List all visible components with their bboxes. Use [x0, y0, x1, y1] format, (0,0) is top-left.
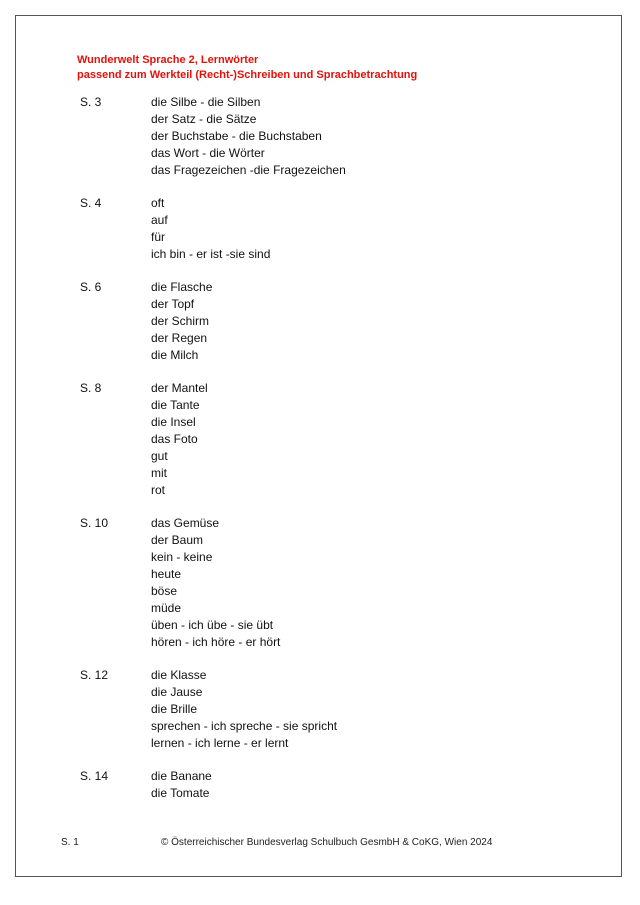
- word-entry: die Insel: [151, 415, 196, 429]
- word-entry: der Mantel: [151, 381, 208, 395]
- word-entry: der Satz - die Sätze: [151, 112, 257, 126]
- word-entry: lernen - ich lerne - er lernt: [151, 736, 289, 750]
- word-entry: die Klasse: [151, 668, 207, 682]
- word-entry: rot: [151, 483, 166, 497]
- word-entry: der Regen: [151, 331, 208, 345]
- word-entry: der Buchstabe - die Buchstaben: [151, 129, 322, 143]
- section-words: [151, 94, 600, 179]
- document-page: [15, 15, 622, 877]
- word-entry: der Schirm: [151, 314, 210, 328]
- word-entry: die Flasche: [151, 280, 213, 294]
- footer-copyright: © Österreichischer Bundesverlag Schulbuch GesmbH & CoKG, Wien 2024: [161, 837, 493, 848]
- word-entry: kein - keine: [151, 550, 213, 564]
- section-page-ref: S. 4: [80, 196, 102, 210]
- footer-page-number: S. 1: [61, 837, 79, 848]
- word-section: [80, 515, 600, 651]
- word-entry: hören - ich höre - er hört: [151, 635, 281, 649]
- word-entry: die Jause: [151, 685, 203, 699]
- word-section: [80, 380, 600, 499]
- word-entry: böse: [151, 584, 178, 598]
- word-entry: die Brille: [151, 702, 198, 716]
- word-entry: mit: [151, 466, 167, 480]
- section-page-ref: S. 14: [80, 769, 109, 783]
- word-entry: die Milch: [151, 348, 199, 362]
- word-entry: üben - ich übe - sie übt: [151, 618, 274, 632]
- word-section: [80, 279, 600, 364]
- word-section: [80, 94, 600, 179]
- word-entry: der Topf: [151, 297, 195, 311]
- document-header: [77, 53, 417, 83]
- word-entry: die Tomate: [151, 786, 210, 800]
- word-entry: gut: [151, 449, 168, 463]
- word-section: [80, 195, 600, 263]
- word-list: [80, 94, 600, 818]
- section-words: [151, 667, 600, 752]
- word-section: [80, 667, 600, 752]
- section-words: [151, 380, 600, 499]
- word-entry: das Gemüse: [151, 516, 220, 530]
- section-page-ref: S. 12: [80, 668, 109, 682]
- section-words: [151, 768, 600, 802]
- word-entry: auf: [151, 213, 168, 227]
- word-entry: der Baum: [151, 533, 204, 547]
- word-entry: für: [151, 230, 166, 244]
- word-entry: das Fragezeichen -die Fragezeichen: [151, 163, 346, 177]
- word-entry: das Wort - die Wörter: [151, 146, 265, 160]
- word-entry: die Silbe - die Silben: [151, 95, 261, 109]
- word-entry: die Banane: [151, 769, 212, 783]
- word-entry: heute: [151, 567, 182, 581]
- section-words: [151, 279, 600, 364]
- word-entry: die Tante: [151, 398, 200, 412]
- word-entry: müde: [151, 601, 182, 615]
- word-entry: das Foto: [151, 432, 198, 446]
- section-words: [151, 195, 600, 263]
- word-entry: ich bin - er ist -sie sind: [151, 247, 271, 261]
- section-page-ref: S. 10: [80, 516, 109, 530]
- header-subtitle: passend zum Werkteil (Recht-)Schreiben und Sprachbetrachtung: [77, 69, 418, 81]
- section-page-ref: S. 8: [80, 381, 102, 395]
- section-page-ref: S. 3: [80, 95, 102, 109]
- section-page-ref: S. 6: [80, 280, 102, 294]
- header-title: Wunderwelt Sprache 2, Lernwörter: [77, 54, 259, 66]
- word-entry: sprechen - ich spreche - sie spricht: [151, 719, 338, 733]
- section-words: [151, 515, 600, 651]
- word-entry: oft: [151, 196, 165, 210]
- word-section: [80, 768, 600, 802]
